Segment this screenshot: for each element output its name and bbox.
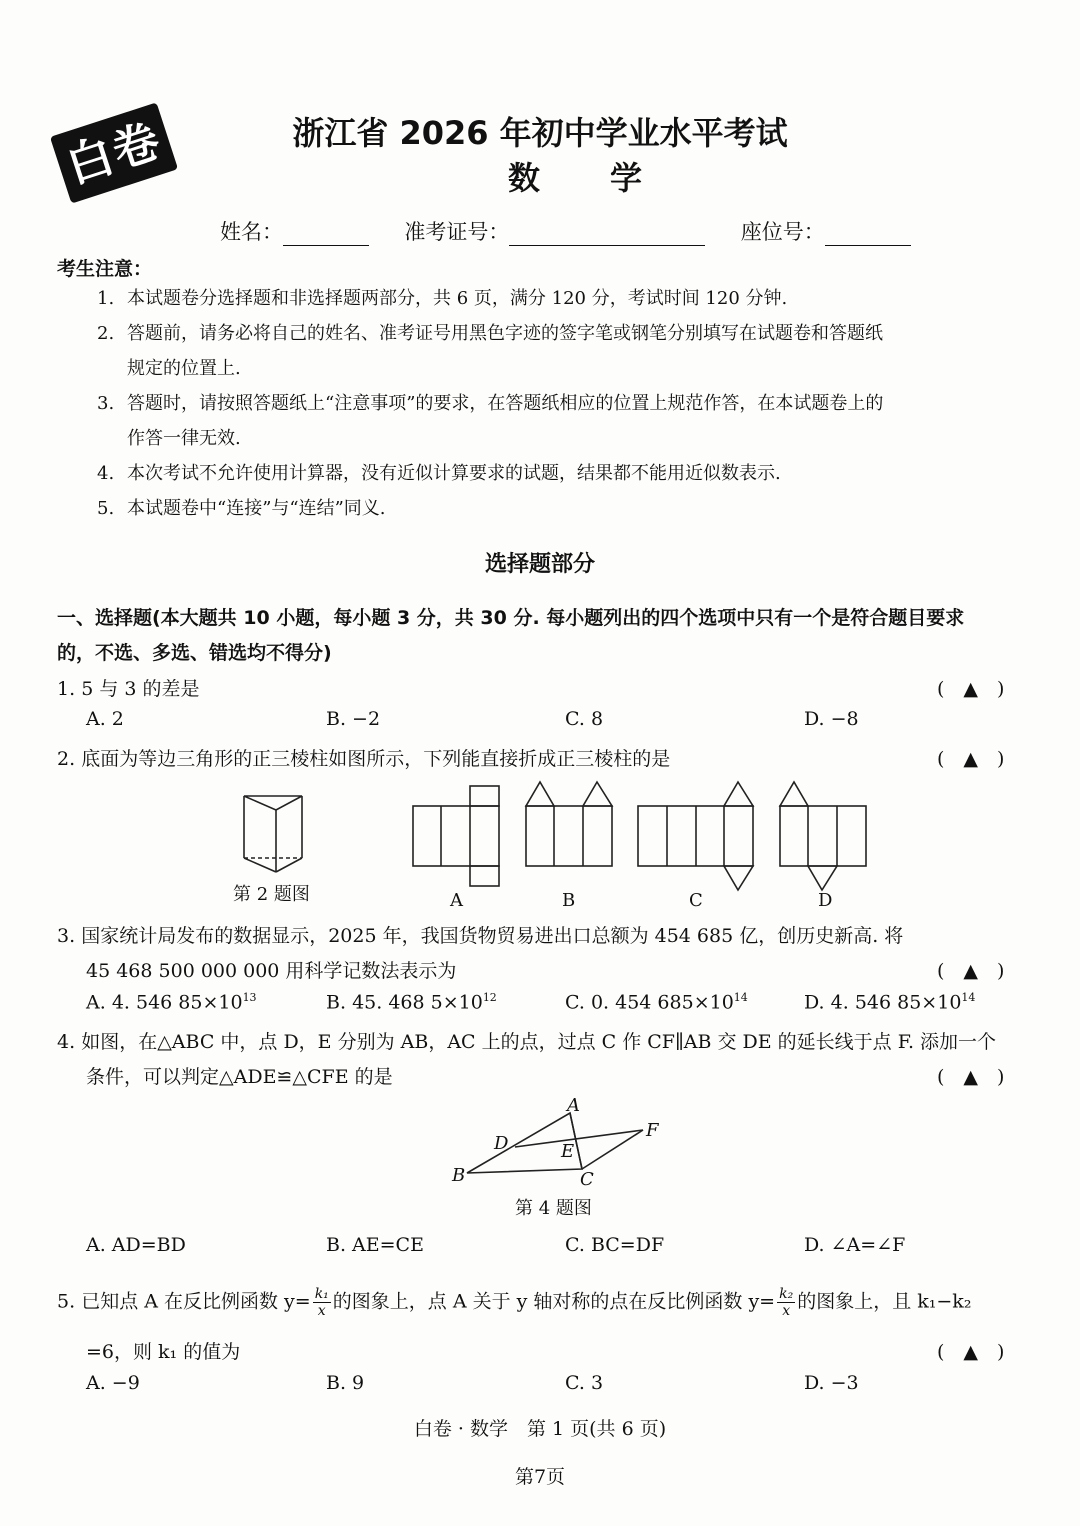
subject-title: 数学 bbox=[507, 159, 712, 197]
notice-item-cont: 规定的位置上. bbox=[127, 358, 241, 379]
answer-paren-3: ( ▲ ) bbox=[937, 960, 1005, 982]
q4-option-b: B. AE=CE bbox=[326, 1234, 424, 1256]
q5-option-c: C. 3 bbox=[565, 1372, 604, 1394]
seat-label: 座位号： bbox=[740, 220, 825, 244]
q3-option-c: C. 0. 454 $685\times 10^{14}$ bbox=[565, 991, 748, 1014]
question-2: 2. 底面为等边三角形的正三棱柱如图所示，下列能直接折成正三棱柱的是 bbox=[57, 748, 671, 770]
question-1: 1. 5 与 3 的差是 bbox=[57, 678, 200, 700]
question-4-line2: 条件，可以判定△ADE≌△CFE 的是 bbox=[86, 1066, 393, 1088]
name-blank bbox=[283, 223, 369, 246]
net-label-d: D bbox=[818, 890, 833, 911]
q4-option-c: C. BC=DF bbox=[565, 1234, 665, 1256]
net-label-c: C bbox=[689, 890, 703, 911]
q4-option-d: D. ∠A=∠F bbox=[804, 1234, 906, 1256]
section-title: 选择题部分 bbox=[484, 552, 595, 577]
q4-triangle-figure bbox=[0, 0, 1, 1]
answer-paren-5: ( ▲ ) bbox=[937, 1341, 1005, 1363]
exam-type-stamp: 白卷 bbox=[50, 102, 178, 203]
fraction-k1-over-x: $\frac{\text{k₁}}{x}$ bbox=[314, 1286, 329, 1319]
net-b bbox=[526, 782, 612, 866]
student-info-row bbox=[220, 216, 911, 246]
net-label-a: A bbox=[450, 890, 463, 911]
answer-paren-2: ( ▲ ) bbox=[937, 748, 1005, 770]
prism-figure bbox=[244, 796, 302, 872]
part-instructions-line1: 一、选择题(本大题共 10 小题，每小题 3 分，共 30 分. 每小题列出的四个选项中只有一个是符合题目要求 bbox=[57, 607, 965, 629]
q2-figure-caption: 第 2 题图 bbox=[233, 884, 310, 905]
point-d-label: D bbox=[494, 1133, 509, 1154]
net-label-b: B bbox=[562, 890, 576, 911]
q4-figure-caption: 第 4 题图 bbox=[515, 1198, 592, 1219]
q4-option-a: A. AD=BD bbox=[86, 1234, 186, 1256]
q5-option-b: B. 9 bbox=[326, 1372, 365, 1394]
notice-item-cont: 作答一律无效. bbox=[127, 428, 241, 449]
notice-item: 2. 答题前，请务必将自己的姓名、准考证号用黑色字迹的签字笔或钢笔分别填写在试题卷和答题纸 bbox=[97, 323, 883, 344]
notice-item: 3. 答题时，请按照答题纸上“注意事项”的要求，在答题纸相应的位置上规范作答，在本试题卷上的 bbox=[97, 393, 884, 414]
q1-option-a: A. 2 bbox=[86, 708, 124, 730]
net-d bbox=[780, 782, 866, 890]
seat-blank bbox=[825, 223, 911, 246]
notice-heading: 考生注意： bbox=[57, 258, 153, 280]
page-number: 第7页 bbox=[514, 1466, 566, 1488]
notice-item: 1. 本试题卷分选择题和非选择题两部分，共 6 页，满分 120 分，考试时间 120 分钟. bbox=[97, 288, 788, 309]
q1-option-c: C. 8 bbox=[565, 708, 604, 730]
notice-item: 4. 本次考试不允许使用计算器，没有近似计算要求的试题，结果都不能用近似数表示. bbox=[97, 463, 781, 484]
exam-id-label: 准考证号： bbox=[404, 220, 510, 244]
answer-paren-1: ( ▲ ) bbox=[937, 678, 1005, 700]
point-e-label: E bbox=[561, 1141, 575, 1162]
point-b-label: B bbox=[452, 1165, 466, 1186]
q3-option-d: D. 4. 546 $85\times 10^{14}$ bbox=[804, 991, 976, 1014]
exam-id-blank bbox=[509, 223, 705, 246]
exam-title: 浙江省 2026 年初中学业水平考试 bbox=[292, 114, 788, 152]
net-c bbox=[638, 782, 753, 890]
fraction-k2-over-x: $\frac{\text{k₂}}{x}$ bbox=[779, 1286, 794, 1319]
q3-option-a: A. 4. 546 $85\times 10^{13}$ bbox=[86, 991, 257, 1014]
point-c-label: C bbox=[580, 1169, 594, 1190]
q1-option-b: B. −2 bbox=[326, 708, 381, 730]
point-f-label: F bbox=[646, 1120, 659, 1141]
q1-option-d: D. −8 bbox=[804, 708, 859, 730]
name-label: 姓名： bbox=[220, 220, 283, 244]
question-3: 3. 国家统计局发布的数据显示，2025 年，我国货物贸易进出口总额为 454 685 亿，创历史新高. 将 bbox=[57, 925, 904, 947]
q5-option-d: D. −3 bbox=[804, 1372, 859, 1394]
notice-list bbox=[97, 281, 883, 526]
question-3-line2: 45 468 500 000 000 用科学记数法表示为 bbox=[86, 960, 457, 982]
question-5: 5. 已知点 A 在反比例函数 y= $\frac{\text{k₁}}{x}$ 的图象上，点 A 关于 y 轴对称的点在反比例函数 y= $\frac{\text{k₂}}{x}$ 的图象上，且 k₁−k₂ bbox=[57, 1286, 972, 1319]
question-5-line2: =6，则 k₁ 的值为 bbox=[86, 1341, 241, 1363]
question-4: 4. 如图，在△ABC 中，点 D，E 分别为 AB，AC 上的点，过点 C 作 CF∥AB 交 DE 的延长线于点 F. 添加一个 bbox=[57, 1031, 997, 1053]
notice-item: 5. 本试题卷中“连接”与“连结”同义. bbox=[97, 498, 386, 519]
point-a-label: A bbox=[567, 1095, 580, 1116]
page-footer: 白卷 · 数学 第 1 页(共 6 页) bbox=[413, 1418, 667, 1440]
answer-paren-4: ( ▲ ) bbox=[937, 1066, 1005, 1088]
q3-option-b: B. 45. 468 $5\times 10^{12}$ bbox=[326, 991, 497, 1014]
net-a bbox=[413, 786, 499, 886]
q5-option-a: A. −9 bbox=[86, 1372, 140, 1394]
part-instructions-line2: 的，不选、多选、错选均不得分) bbox=[57, 642, 332, 664]
